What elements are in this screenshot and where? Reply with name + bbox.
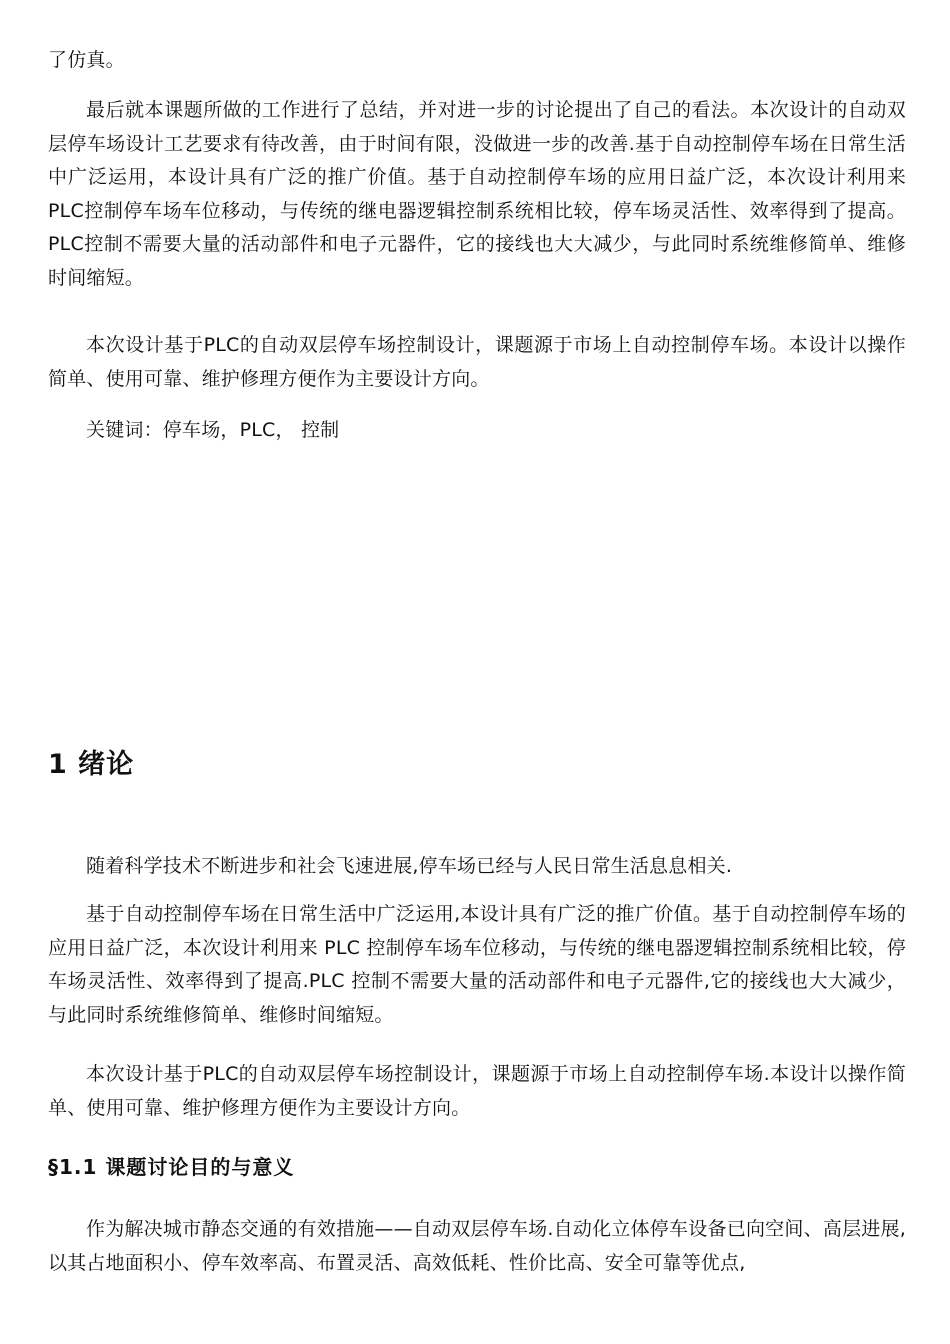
keywords-line: 关键词：停车场，PLC， 控制	[86, 419, 340, 441]
paragraph-fragment: 了仿真。	[48, 49, 125, 71]
chapter-heading: 1 绪论	[48, 749, 135, 780]
paragraph-design-basis: 本次设计基于PLC的自动双层停车场控制设计，课题源于市场上自动控制停车场。本设计以操作简单、使用可靠、维护修理方便作为主要设计方向。	[48, 334, 906, 390]
paragraph-plc-advantages: 基于自动控制停车场在日常生活中广泛运用,本设计具有广泛的推广价值。基于自动控制停车场的应用日益广泛，本次设计利用来 PLC 控制停车场车位移动，与传统的继电器逻辑控制系统相比较，停车场灵活性、效率得到了提高.PLC 控制不需要大量的活动部件和电子元器件,它的接线也大大减少，与此同时系统维修简单、维修时间缩短。	[48, 903, 906, 1026]
section-heading: §1.1 课题讨论目的与意义	[48, 1155, 295, 1179]
paragraph-intro: 随着科学技术不断进步和社会飞速进展,停车场已经与人民日常生活息息相关.	[86, 855, 733, 877]
paragraph-summary: 最后就本课题所做的工作进行了总结，并对进一步的讨论提出了自己的看法。本次设计的自动双层停车场设计工艺要求有待改善，由于时间有限，没做进一步的改善.基于自动控制停车场在日常生活中广泛运用，本设计具有广泛的推广价值。基于自动控制停车场的应用日益广泛，本次设计利用来PLC控制停车场车位移动，与传统的继电器逻辑控制系统相比较，停车场灵活性、效率得到了提高。PLC控制不需要大量的活动部件和电子元器件，它的接线也大大减少，与此同时系统维修简单、维修时间缩短。	[48, 99, 906, 289]
paragraph-purpose: 作为解决城市静态交通的有效措施——自动双层停车场.自动化立体停车设备已向空间、高层进展,以其占地面积小、停车效率高、布置灵活、高效低耗、性价比高、安全可靠等优点,	[48, 1218, 906, 1274]
paragraph-design-direction: 本次设计基于PLC的自动双层停车场控制设计，课题源于市场上自动控制停车场.本设计以操作简单、使用可靠、维护修理方便作为主要设计方向。	[48, 1063, 906, 1119]
